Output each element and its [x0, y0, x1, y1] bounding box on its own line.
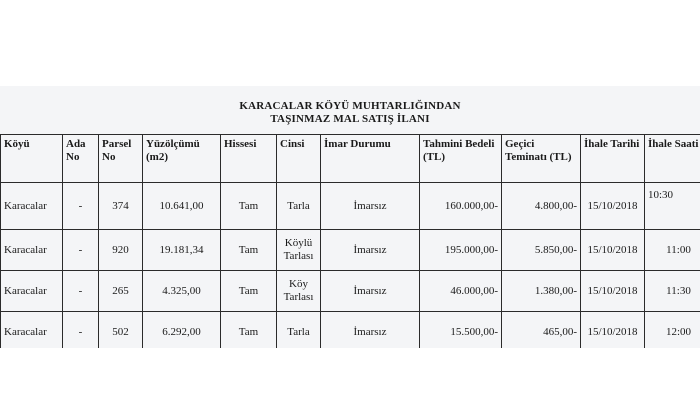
table-row — [1, 183, 700, 230]
cell-imar-durumu: İmarsız — [321, 312, 420, 349]
cell-ada-no: - — [63, 183, 99, 230]
table-row — [1, 312, 700, 349]
cell-gecici-teminati: 4.800,00- — [502, 183, 581, 230]
cell-imar-durumu: İmarsız — [321, 183, 420, 230]
cell-gecici-teminati: 465,00- — [502, 312, 581, 349]
table-header-row — [1, 135, 700, 183]
table-row — [1, 271, 700, 312]
header-gecici-teminati: Geçici Teminatı (TL) — [502, 135, 581, 183]
cell-ihale-saati: 11:30 — [645, 271, 700, 312]
cell-cinsi: Tarla — [277, 183, 321, 230]
header-parsel-no: Parsel No — [99, 135, 143, 183]
cell-yuzolcumu: 19.181,34 — [143, 230, 221, 271]
header-imar-durumu: İmar Durumu — [321, 135, 420, 183]
cell-tahmini-bedeli: 195.000,00- — [420, 230, 502, 271]
cell-ihale-saati: 12:00 — [645, 312, 700, 349]
cell-yuzolcumu: 4.325,00 — [143, 271, 221, 312]
cell-parsel-no: 502 — [99, 312, 143, 349]
cell-hissesi: Tam — [221, 230, 277, 271]
header-tahmini-bedeli: Tahmini Bedeli (TL) — [420, 135, 502, 183]
document-page — [0, 86, 700, 348]
header-hissesi: Hissesi — [221, 135, 277, 183]
cell-cinsi: Tarla — [277, 312, 321, 349]
cell-parsel-no: 920 — [99, 230, 143, 271]
document-title-line-1: KARACALAR KÖYÜ MUHTARLIĞINDAN — [239, 100, 461, 112]
cell-tahmini-bedeli: 46.000,00- — [420, 271, 502, 312]
cell-ihale-saati: 11:00 — [645, 230, 700, 271]
cell-cinsi: Köylü Tarlası — [277, 230, 321, 271]
header-yuzolcumu: Yüzölçümü (m2) — [143, 135, 221, 183]
document-header — [0, 100, 700, 126]
cell-ihale-tarihi: 15/10/2018 — [581, 183, 645, 230]
cell-ihale-tarihi: 15/10/2018 — [581, 230, 645, 271]
header-koyu: Köyü — [1, 135, 63, 183]
cell-gecici-teminati: 5.850,00- — [502, 230, 581, 271]
cell-ihale-saati: 10:30 — [645, 183, 700, 230]
cell-imar-durumu: İmarsız — [321, 271, 420, 312]
cell-koyu: Karacalar — [1, 271, 63, 312]
header-ihale-saati: İhale Saati — [645, 135, 700, 183]
cell-ihale-tarihi: 15/10/2018 — [581, 271, 645, 312]
cell-koyu: Karacalar — [1, 183, 63, 230]
cell-imar-durumu: İmarsız — [321, 230, 420, 271]
cell-koyu: Karacalar — [1, 230, 63, 271]
document-title-line-2: TAŞINMAZ MAL SATIŞ İLANI — [270, 113, 430, 125]
cell-hissesi: Tam — [221, 312, 277, 349]
cell-cinsi: Köy Tarlası — [277, 271, 321, 312]
header-ihale-tarihi: İhale Tarihi — [581, 135, 645, 183]
table-row — [1, 230, 700, 271]
cell-parsel-no: 374 — [99, 183, 143, 230]
cell-ihale-tarihi: 15/10/2018 — [581, 312, 645, 349]
cell-tahmini-bedeli: 15.500,00- — [420, 312, 502, 349]
cell-koyu: Karacalar — [1, 312, 63, 349]
cell-hissesi: Tam — [221, 183, 277, 230]
header-cinsi: Cinsi — [277, 135, 321, 183]
cell-gecici-teminati: 1.380,00- — [502, 271, 581, 312]
header-ada-no: Ada No — [63, 135, 99, 183]
cell-parsel-no: 265 — [99, 271, 143, 312]
cell-tahmini-bedeli: 160.000,00- — [420, 183, 502, 230]
cell-ada-no: - — [63, 230, 99, 271]
cell-hissesi: Tam — [221, 271, 277, 312]
auction-table — [0, 134, 700, 348]
cell-yuzolcumu: 10.641,00 — [143, 183, 221, 230]
cell-ada-no: - — [63, 312, 99, 349]
cell-ada-no: - — [63, 271, 99, 312]
cell-yuzolcumu: 6.292,00 — [143, 312, 221, 349]
